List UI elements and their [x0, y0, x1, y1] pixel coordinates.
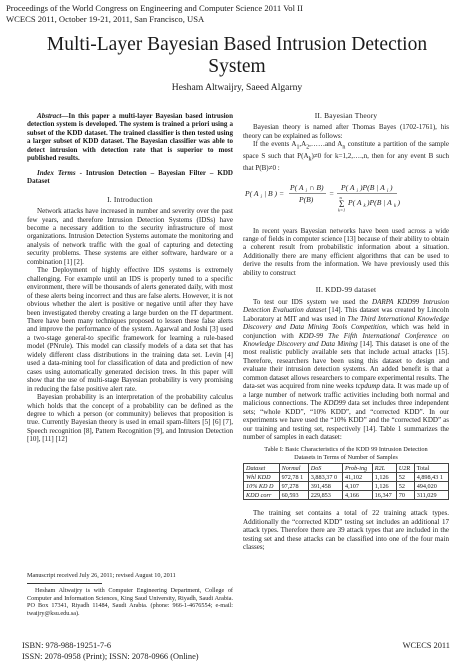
- index-terms-text: - Intrusion Detection – Bayesian Filter – KDD Dataset: [27, 168, 233, 186]
- table-cell: 16,347: [372, 491, 396, 500]
- table-caption-line-2: Datasets in Terms of Number of Samples: [294, 453, 398, 461]
- header-line-1: Proceedings of the World Congress on Engineering and Computer Science 2011 Vol II: [6, 3, 303, 13]
- abstract-text: —In this paper a multi-layer Bayesian based intrusion detection system is developed. The system is trained a priori using a subset of the KDD dataset. The trained classifier is then tested using a larger subset of KDD dataset. The Bayesian classifier was able to detect intrusion with detection rate that is superior to most published results.: [27, 112, 233, 163]
- equation-graphic: [243, 177, 449, 217]
- table-row: [244, 491, 449, 500]
- table-cell: Whl KDD: [244, 473, 280, 482]
- svg-text:Σ: Σ: [339, 198, 345, 209]
- svg-text:∩ B): ∩ B): [309, 182, 324, 192]
- table-cell: 41,102: [343, 473, 373, 482]
- table-cell: 1,126: [372, 482, 396, 491]
- svg-text:P( A: P( A: [348, 197, 362, 207]
- table-caption: [243, 446, 449, 461]
- text-run: To test our IDS system we used the: [253, 297, 372, 306]
- table-cell: 60,593: [279, 491, 308, 500]
- table-cell: 311,029: [414, 491, 448, 500]
- intro-paragraph-1: Network attacks have increased in number and severity over the past few years, and therefore Intrusion Detection Systems (IDSs) have become a necessary addition to the security infrastructure of most organizations. Intrusion Detection Systems automate the monitoring and analysis of network traffic with the goal of capturing and detecting security problems. These systems are either software, hardware or a combination [1] [2].: [27, 207, 233, 266]
- table-cell: 97,278: [279, 482, 308, 491]
- intro-paragraph-2: The Deployment of highly effective IDS systems is extremely challenging. For example until an IDS is properly tuned to a specific environment, there will be thousands of alerts generated daily, with most of these alerts being incorrect and thus are false alerts. However, it is not obvious whether the alert is positive or negative until after they have been investigated thereby creating a large burden on the IT department. There have been many techniques proposed to lessen these false alerts and improve the performance of the system. Agarwal and Joshi [3] used a two-stage general-to specific framework for learning a rule-based model (PNrule). This model can classify models of a data set that has widely different class distributions in the training data set. Levin [4] used a data-mining tool for classification of data and prediction of new cases using automatically generated decision trees. In this paper will show that the use of multi-stage Bayesian probability is very promising in reducing the false positive alert rate.: [27, 266, 233, 393]
- svg-text:n: n: [339, 194, 342, 200]
- index-terms-label: Index Terms: [37, 168, 76, 177]
- table-header-cell: DoS: [308, 464, 342, 473]
- abstract: [27, 112, 233, 163]
- text-run: If the events A: [253, 140, 297, 149]
- dataset-name: KDD99: [323, 399, 346, 408]
- table-header-cell: Total: [414, 464, 448, 473]
- table-header-cell: Dataset: [244, 464, 280, 473]
- title-line-1: Multi-Layer Bayesian Based Intrusion Detection: [46, 34, 428, 55]
- abstract-label: Abstract: [37, 112, 62, 120]
- table-row: [244, 482, 449, 491]
- table-cell: 52: [396, 482, 414, 491]
- table-cell: 391,458: [308, 482, 342, 491]
- svg-text:P(B): P(B): [299, 194, 314, 204]
- svg-text:i: i: [387, 188, 389, 194]
- table-header-cell: U2R: [396, 464, 414, 473]
- section-2-heading: II. Bayesian Theory: [314, 111, 378, 120]
- table-caption-line-1: Table I: Basic Characteristics of the KDD 99 Intrusion Detection: [264, 446, 428, 454]
- kdd-table: [243, 463, 449, 500]
- bayes-paragraph-1: Bayesian theory is named after Thomas Bayes (1702-1761), his theory can be explained as follows:: [243, 123, 449, 140]
- kdd-paragraph: [243, 298, 449, 442]
- table-cell: 229,853: [308, 491, 342, 500]
- after-table-paragraph: The training set contains a total of 22 training attack types. Additionally the “corrected KDD” testing set includes an additional 17 attack types. Therefore there are 39 attack types that are included in the testing set and these attacks can be classified into one of the four main classes;: [243, 509, 449, 552]
- table-header-row: [244, 464, 449, 473]
- table-cell: 3,883,37 0: [308, 473, 342, 482]
- text-run: data set includes three independent sets; “whole KDD”, “10% KDD”, and “corrected KDD”. In our experiments we have used the “10% KDD” and the “corrected KDD” as our training and testing set, respectively [14]. Table 1 summarizes the number of samples in each dataset:: [243, 399, 449, 441]
- authors: Hesham Altwaijry, Saeed Algarny: [171, 82, 303, 93]
- footnote-rule: [27, 583, 102, 584]
- text-run: ,A: [299, 140, 307, 149]
- bayes-paragraph-2: If the events $A_1,A_2,\dots\dots and$ $A_n$ constitute a partition of the sample space S such that $P(A_k)\ne 0$ for k=1,2,….,n, then for any event B such that P(B)≠0 :: [243, 140, 449, 173]
- table-header-cell: Prob-ing: [343, 464, 373, 473]
- text-run: ,……and A: [309, 140, 343, 149]
- table-cell: 972,78 1: [279, 473, 308, 482]
- isbn: ISBN: 978-988-19251-7-6: [22, 641, 112, 650]
- table-cell: 494,020: [414, 482, 448, 491]
- conference-name: KDD-99 The Fifth International Conference on Knowledge Discovery and Data Mining: [243, 331, 449, 348]
- table-cell: 4,898,43 1: [414, 473, 448, 482]
- page-footer-right: WCECS 2011: [402, 641, 450, 650]
- svg-text:): ): [390, 182, 393, 192]
- text-run: , which was held in conjunction with: [243, 323, 449, 340]
- svg-text:k: k: [363, 203, 366, 209]
- svg-text:k: k: [394, 203, 397, 209]
- table-cell: 52: [396, 473, 414, 482]
- index-terms: [27, 169, 233, 186]
- intro-paragraph-3: Bayesian probability is an interpretation of the probability calculus which holds that the concept of a probability can be defined as the degree to which a person (or community) believes that proposition is true. Currently Bayesian theory is used in email spam-filters [5] [6] [7], Speech recognition [8], Pattern Recognition [9], and Intrusion Detection [10], [11] [12]: [27, 393, 233, 444]
- table-cell: 4,166: [343, 491, 373, 500]
- svg-text:i: i: [356, 188, 358, 194]
- text-run: data. It was made up of a large number of network traffic activities including both normal and malicious connections. The: [243, 382, 449, 408]
- svg-text:i: i: [260, 194, 262, 200]
- text-run: )≠0 for k=1,2,….,n, then for any event B such that P(B)≠0 :: [243, 152, 449, 173]
- svg-text:P( A: P( A: [290, 182, 304, 192]
- svg-text:=: =: [329, 188, 335, 198]
- right-column: [243, 112, 449, 551]
- svg-text:i: i: [305, 188, 307, 194]
- title-line-2: System: [208, 56, 266, 77]
- table-row: [244, 473, 449, 482]
- dataset-name: DARPA KDD99 Intrusion Detection Evaluation dataset: [243, 297, 449, 315]
- page-footer-left: [22, 641, 199, 662]
- table-cell: 4,107: [343, 482, 373, 491]
- paper-title: [0, 34, 474, 78]
- left-column: [27, 112, 233, 444]
- competition-name: The Third International Knowledge Discovery and Data Mining Tools Competition: [243, 314, 449, 332]
- svg-text:)P(B | A: )P(B | A: [360, 182, 385, 192]
- table-header-cell: R2L: [372, 464, 396, 473]
- section-3-heading: II. KDD-99 dataset: [315, 285, 377, 295]
- running-header: [6, 3, 303, 24]
- table-cell: 70: [396, 491, 414, 500]
- header-line-2: WCECS 2011, October 19-21, 2011, San Francisco, USA: [6, 13, 205, 24]
- footnote-received: Manuscript received July 26, 2011; revised August 10, 2011: [27, 572, 176, 579]
- svg-text:): ): [397, 197, 401, 207]
- svg-text:P( A: P( A: [245, 188, 259, 198]
- table-header-cell: Normal: [279, 464, 308, 473]
- svg-text:k=1: k=1: [338, 207, 346, 213]
- footnote-author: Hesham Altwaijry is with Computer Engineering Department, College of Computer and Information Sciences, King Saud University, Riyadh, Saudi Arabia. PO Box 17341, Riyadh 11484, Saudi Arabia. (phone: 966-1-4676554; e-mail: twaijry@ksu.edu.sa).: [27, 587, 233, 617]
- text-run: constitute a partition of the sample space S such that P(A: [243, 140, 449, 161]
- footnote-area: [27, 572, 233, 617]
- table-cell: 10% KD D: [244, 482, 280, 491]
- table-cell: KDD corr: [244, 491, 280, 500]
- table-cell: 1,126: [372, 473, 396, 482]
- section-1-heading: I. Introduction: [107, 194, 153, 204]
- issn: ISSN: 2078-0958 (Print); ISSN: 2078-0966 (Online): [22, 651, 199, 661]
- bayes-paragraph-3: In recent years Bayesian networks have been used across a wide range of fields in computer science [13] because of their ability to obtain a coherent result from probabilistic information about a situation. Additionally there are many efficient algorithms that can be used to derive the results from the information. We have previously used this ability to construct: [243, 226, 449, 277]
- tool-name: tcpdump: [355, 382, 380, 391]
- svg-text:)P(B | A: )P(B | A: [367, 197, 392, 207]
- text-run: [14]. This dataset was created by Lincoln Laboratory at MIT and was used in: [243, 306, 449, 323]
- svg-text:| B ) =: | B ) =: [264, 188, 285, 198]
- bayes-equation: [243, 177, 449, 217]
- text-run: [14]. This dataset is one of the most realistic publicly available sets that include actual attacks [15]. Therefore, researchers have been using this dataset to design and evaluate their intrusion detection systems. An added benefit is that a common dataset allows researchers to compare experimental results. The data-set was acquired from nine weeks: [243, 339, 450, 391]
- svg-text:P( A: P( A: [341, 182, 355, 192]
